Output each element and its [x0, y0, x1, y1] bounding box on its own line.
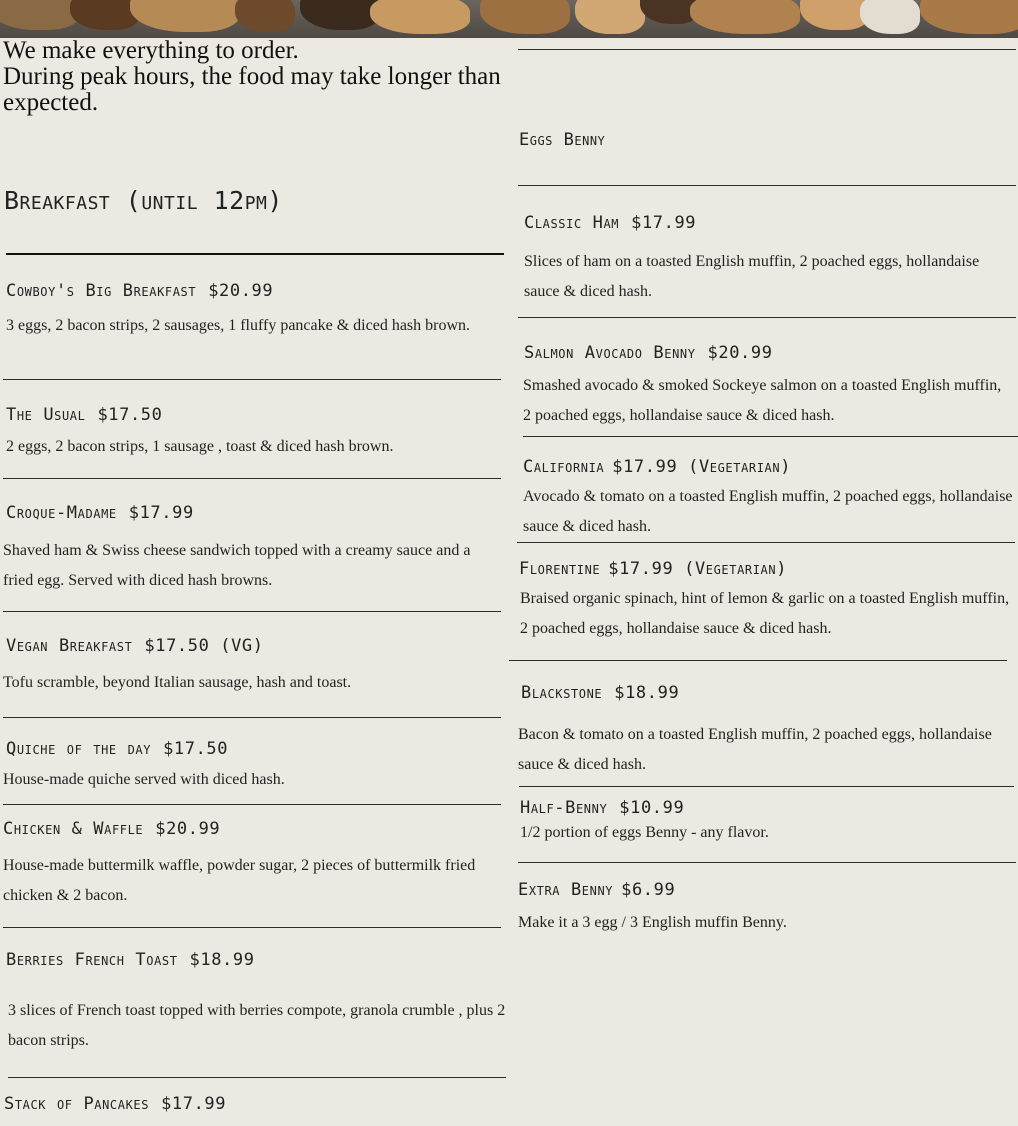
menu-item-description: 3 eggs, 2 bacon strips, 2 sausages, 1 fluffy pancake & diced hash brown.: [6, 317, 471, 334]
menu-item-title: [6, 281, 273, 301]
eggs-benny-section-title: Eggs Benny: [519, 130, 606, 150]
divider: [523, 436, 1018, 437]
menu-item-name: Stack of Pancakes: [4, 1094, 150, 1114]
menu-item-name: Salmon Avocado Benny: [524, 343, 696, 363]
divider: [3, 379, 501, 380]
divider: [518, 49, 1016, 50]
divider: [8, 1077, 506, 1078]
menu-item-title: [4, 1094, 226, 1114]
menu-item-price: $17.99: [161, 1094, 227, 1114]
menu-item-description: House-made quiche served with diced hash.: [3, 771, 285, 788]
menu-item-title: [3, 819, 220, 839]
menu-item-name: Extra Benny: [518, 880, 614, 900]
menu-item-price: $17.50 (VG): [144, 636, 264, 656]
divider: [509, 660, 1007, 661]
menu-item-price: $17.50: [163, 739, 229, 759]
menu-item-description: Bacon & tomato on a toasted English muffin, 2 poached eggs, hollandaise sauce & diced hash.: [518, 726, 992, 773]
order-notice: [3, 38, 503, 116]
menu-item-description: Avocado & tomato on a toasted English muffin, 2 poached eggs, hollandaise sauce & diced hash.: [523, 488, 1013, 535]
menu-item-price: $17.99 (Vegetarian): [608, 559, 788, 579]
divider: [3, 927, 501, 928]
menu-item-description: 2 eggs, 2 bacon strips, 1 sausage , toast & diced hash brown.: [6, 438, 394, 455]
menu-item-title: [524, 213, 696, 233]
menu-item-description: 1/2 portion of eggs Benny - any flavor.: [520, 824, 769, 841]
menu-item-price: $18.99: [189, 950, 255, 970]
divider: [6, 253, 504, 255]
menu-item-title: [6, 503, 194, 523]
breakfast-section-title: Breakfast (until 12pm): [4, 186, 283, 215]
menu-item-name: Florentine: [519, 559, 601, 579]
divider: [517, 542, 1015, 543]
divider: [518, 862, 1016, 863]
menu-item-title: [519, 559, 787, 579]
hero-food-image: [0, 0, 1018, 38]
menu-item-title: [523, 457, 791, 477]
menu-item-title: [518, 880, 675, 900]
menu-item-description: Make it a 3 egg / 3 English muffin Benny.: [518, 914, 787, 931]
menu-item-description: Shaved ham & Swiss cheese sandwich topped with a creamy sauce and a fried egg. Served with diced hash browns.: [3, 542, 471, 589]
menu-item-price: $17.99: [631, 213, 697, 233]
menu-item-title: [520, 798, 684, 818]
menu-item-name: California: [523, 457, 605, 477]
menu-item-title: [6, 636, 264, 656]
menu-item-description: Braised organic spinach, hint of lemon & garlic on a toasted English muffin, 2 poached eggs, hollandaise sauce & diced hash.: [520, 590, 1010, 637]
menu-item-name: The Usual: [6, 405, 86, 425]
menu-item-description: Smashed avocado & smoked Sockeye salmon on a toasted English muffin, 2 poached eggs, hollandaise sauce & diced hash.: [523, 377, 1002, 424]
menu-item-description: Slices of ham on a toasted English muffin, 2 poached eggs, hollandaise sauce & diced hash.: [524, 253, 980, 300]
menu-item-price: $18.99: [614, 683, 680, 703]
menu-item-name: Cowboy's Big Breakfast: [6, 281, 197, 301]
divider: [518, 317, 1016, 318]
menu-item-name: Blackstone: [521, 683, 603, 703]
divider: [519, 786, 1014, 787]
menu-item-name: Vegan Breakfast: [6, 636, 133, 656]
menu-item-price: $17.99 (Vegetarian): [612, 457, 792, 477]
menu-item-title: [6, 950, 255, 970]
menu-item-name: Chicken & Waffle: [3, 819, 144, 839]
menu-item-name: Half-Benny: [520, 798, 608, 818]
menu-item-title: [521, 683, 679, 703]
menu-item-price: $6.99: [621, 880, 676, 900]
menu-item-title: [6, 739, 228, 759]
divider: [3, 717, 501, 718]
menu-item-description: House-made buttermilk waffle, powder sugar, 2 pieces of buttermilk fried chicken & 2 bacon.: [3, 857, 476, 904]
menu-item-name: Berries French Toast: [6, 950, 178, 970]
menu-item-price: $20.99: [155, 819, 221, 839]
notice-line-1: We make everything to order.: [3, 37, 299, 64]
menu-item-price: $17.99: [128, 503, 194, 523]
menu-item-title: [6, 405, 162, 425]
menu-item-title: [524, 343, 773, 363]
notice-line-2: During peak hours, the food may take longer than expected.: [3, 63, 501, 116]
menu-item-name: Quiche of the day: [6, 739, 152, 759]
menu-item-name: Croque-Madame: [6, 503, 117, 523]
menu-item-description: 3 slices of French toast topped with berries compote, granola crumble , plus 2 bacon strips.: [8, 1002, 506, 1049]
menu-item-price: $20.99: [208, 281, 274, 301]
divider: [3, 478, 501, 479]
menu-item-price: $10.99: [619, 798, 685, 818]
menu-item-description: Tofu scramble, beyond Italian sausage, hash and toast.: [3, 674, 352, 691]
divider: [518, 185, 1016, 186]
divider: [3, 611, 501, 612]
menu-item-price: $20.99: [707, 343, 773, 363]
menu-item-price: $17.50: [97, 405, 163, 425]
menu-item-name: Classic Ham: [524, 213, 620, 233]
divider: [3, 804, 501, 805]
